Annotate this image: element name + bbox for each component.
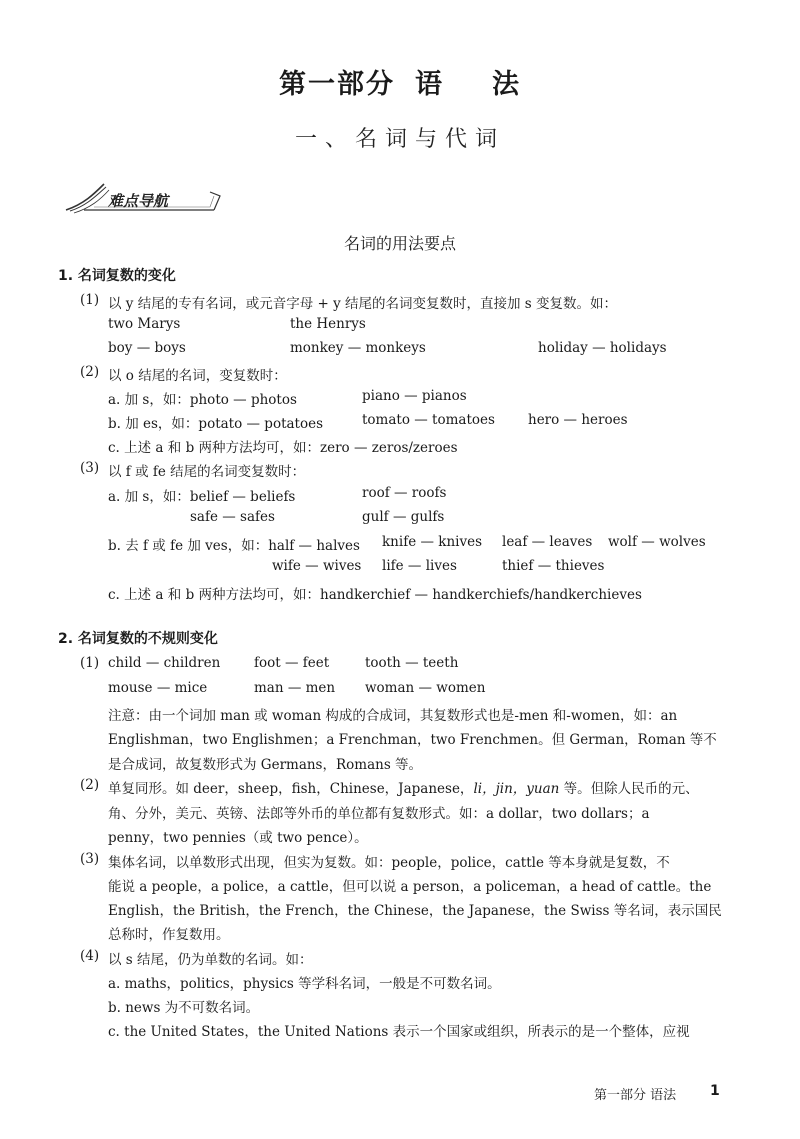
note-line: 注意：由一个词加 man 或 woman 构成的合成词，其复数形式也是-men 和-women，如：an [108,708,678,724]
part-title: 第一部分 语 法 [279,69,521,100]
example: piano — pianos [362,388,467,404]
sub-rule: a. maths，politics，physics 等学科名词，一般是不可数名词。 [108,976,501,992]
example: wolf — wolves [608,534,706,550]
section-1-heading: 1. 名词复数的变化 [58,268,176,284]
rule-1-1-label: (1) [80,292,100,308]
example: safe — safes [190,509,275,525]
rule-2-2-label: (2) [80,777,100,793]
rule-1-3-text: 以 f 或 fe 结尾的名词变复数时： [108,464,306,480]
banner-label: 难点导航 [108,192,169,210]
example: roof — roofs [362,485,447,501]
rule-2-3-line: 集体名词，以单数形式出现，但实为复数。如：people，police，cattle 等本身就是复数，不 [108,855,670,871]
section-2-heading: 2. 名词复数的不规则变化 [58,631,218,647]
sub-rule: a. 加 s，如：photo — photos [108,392,297,408]
rule-1-1-text: 以 y 结尾的专有名词，或元音字母 + y 结尾的名词变复数时，直接加 s 变复数。如： [108,296,618,312]
example: knife — knives [382,534,482,550]
sub-rule: c. 上述 a 和 b 两种方法均可，如：zero — zeros/zeroes [108,440,458,456]
rule-1-2-label: (2) [80,364,100,380]
rule-2-3-label: (3) [80,851,100,867]
sub-rule: b. 加 es，如：potato — potatoes [108,416,324,432]
example: life — lives [382,558,457,574]
example: hero — heroes [528,412,628,428]
example: mouse — mice [108,680,208,696]
example: wife — wives [272,558,362,574]
example: thief — thieves [502,558,605,574]
example: tomato — tomatoes [362,412,495,428]
note-line: 是合成词，故复数形式为 Germans，Romans 等。 [108,757,423,773]
sub-rule: b. 去 f 或 fe 加 ves，如：half — halves [108,538,360,554]
example: gulf — gulfs [362,509,445,525]
example: leaf — leaves [502,534,593,550]
running-footer: 第一部分 语法 [594,1088,677,1103]
page-number: 1 [710,1083,720,1099]
rule-2-2-line: penny，two pennies（或 two pence）。 [108,830,368,846]
example: tooth — teeth [365,655,459,671]
rule-1-2-text: 以 o 结尾的名词，变复数时： [108,368,287,384]
rule-2-3-line: English，the British，the French，the Chinese，the Japanese，the Swiss 等名词，表示国民 [108,903,722,919]
example: the Henrys [290,316,366,332]
sub-rule: c. 上述 a 和 b 两种方法均可，如：handkerchief — handkerchiefs/handkerchieves [108,587,642,603]
example: foot — feet [254,655,330,671]
rule-2-4-label: (4) [80,948,100,964]
example: monkey — monkeys [290,340,426,356]
example: holiday — holidays [538,340,667,356]
rule-1-3-label: (3) [80,460,100,476]
difficulty-nav-banner [64,180,224,214]
sub-rule: a. 加 s，如：belief — beliefs [108,489,296,505]
note-line: Englishman，two Englishmen；a Frenchman，two Frenchmen。但 German，Roman 等不 [108,732,717,748]
sub-rule: c. the United States，the United Nations 表示一个国家或组织，所表示的是一个整体，应视 [108,1024,690,1040]
example: boy — boys [108,340,186,356]
section-title: 一、名词与代词 [294,127,505,152]
rule-2-2-line: 角、分外，美元、英镑、法郎等外币的单位都有复数形式。如：a dollar，two dollars；a [108,806,650,822]
sub-rule: b. news 为不可数名词。 [108,1000,260,1016]
rule-2-4-text: 以 s 结尾，仍为单数的名词。如： [108,952,313,968]
rule-2-1-label: (1) [80,655,100,671]
rule-2-3-line: 总称时，作复数用。 [108,927,230,943]
example: child — children [108,655,221,671]
example: two Marys [108,316,181,332]
rule-2-2-line: 单复同形。如 deer，sheep，fish，Chinese，Japanese，li，jin，yuan 等。但除人民币的元、 [108,781,699,797]
subtitle: 名词的用法要点 [343,234,456,253]
example: woman — women [365,680,486,696]
example: man — men [254,680,336,696]
rule-2-3-line: 能说 a people，a police，a cattle，但可以说 a person，a policeman，a head of cattle。the [108,879,712,895]
